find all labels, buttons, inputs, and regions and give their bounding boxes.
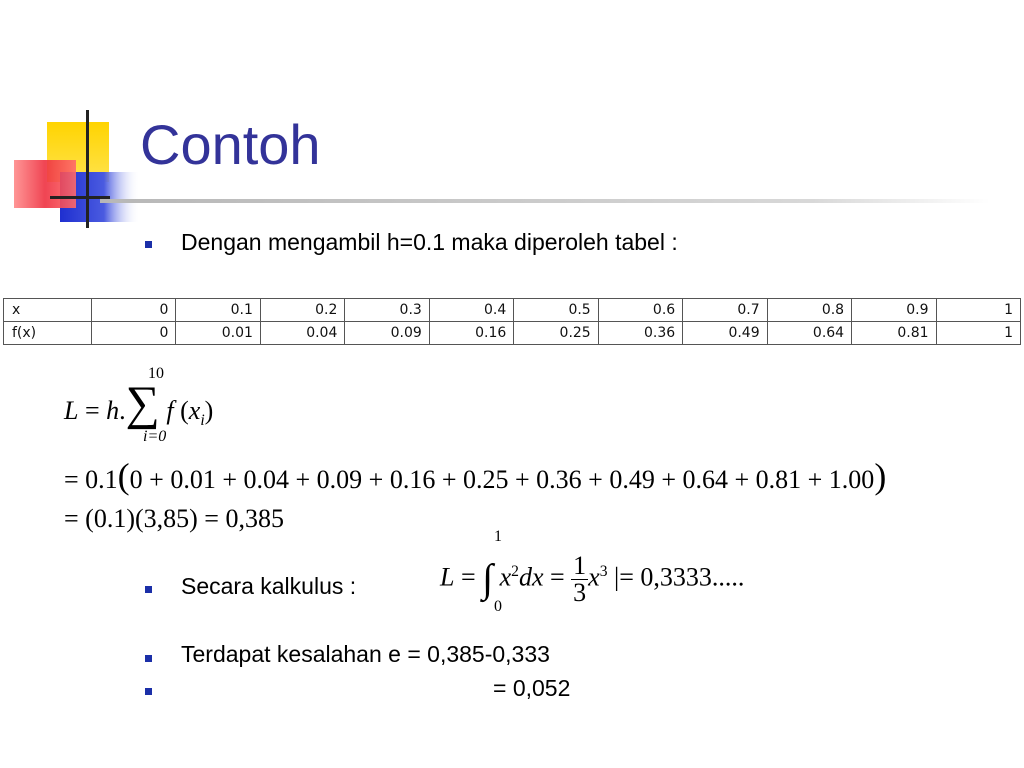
table-cell: 0.01	[176, 322, 260, 345]
table-row-x	[4, 299, 1021, 322]
table-cell: 1	[936, 322, 1020, 345]
sum-symbol: ∑	[125, 377, 160, 430]
table-cell: 0.16	[429, 322, 513, 345]
bullet-marker	[145, 655, 152, 662]
table-cell: 0.2	[260, 299, 344, 322]
bullet-marker	[145, 688, 152, 695]
table-cell: 0.1	[176, 299, 260, 322]
table-cell: 0	[92, 299, 176, 322]
formula-expansion-prefix: = 0.1	[64, 465, 118, 494]
table-cell: 0.4	[429, 299, 513, 322]
table-cell: 0.3	[345, 299, 429, 322]
table-cell: 0.81	[852, 322, 936, 345]
title-divider	[100, 199, 990, 203]
formula-sum: L = h.∑ f $(x_i)$	[64, 377, 214, 430]
table-cell: 0.09	[345, 322, 429, 345]
slide-title: Contoh	[140, 113, 321, 176]
formula-result: = (0.1)(3,85) = 0,385	[64, 504, 284, 533]
formula-integral-result: = 0,3333.....	[619, 562, 745, 592]
bullet-text-kalkulus: Secara kalkulus :	[181, 573, 357, 599]
table-row-fx	[4, 322, 1021, 345]
table-cell: 0.7	[683, 299, 767, 322]
table-cell: 0.36	[598, 322, 682, 345]
slide-logo	[0, 0, 160, 240]
table-cell: 0.8	[767, 299, 851, 322]
bullet-text-error-value: = 0,052	[493, 675, 571, 701]
table-cell: 1	[936, 299, 1020, 322]
bullet-marker	[145, 586, 152, 593]
bullet-text-table-intro: Dengan mengambil h=0.1 maka diperoleh tabel :	[181, 229, 678, 255]
values-table	[3, 298, 1021, 345]
bullet-marker	[145, 241, 152, 248]
sum-lower-limit: i=0	[143, 428, 167, 445]
sum-upper-limit: 10	[148, 365, 164, 382]
formula-integral: L = ∫ $x^2dx$ = $\frac{1}{3}$ $x^3$ |= 0,3333.....	[440, 551, 745, 607]
table-cell: 0	[92, 322, 176, 345]
table-cell: 0.5	[514, 299, 598, 322]
table-cell: 0.04	[260, 322, 344, 345]
table-cell: 0.9	[852, 299, 936, 322]
row-label-x: x	[4, 299, 92, 322]
formula-expansion: = 0.1(0 + 0.01 + 0.04 + 0.09 + 0.16 + 0.25 + 0.36 + 0.49 + 0.64 + 0.81 + 1.00)	[64, 456, 887, 496]
row-label-fx: f(x)	[4, 322, 92, 345]
integral-lower-limit: 0	[494, 598, 502, 615]
formula-sum-lhs: L	[64, 396, 79, 425]
bullet-text-error: Terdapat kesalahan e = 0,385-0,333	[181, 641, 550, 667]
table-cell: 0.6	[598, 299, 682, 322]
formula-expansion-terms: 0 + 0.01 + 0.04 + 0.09 + 0.16 + 0.25 + 0.36 + 0.49 + 0.64 + 0.81 + 1.00	[129, 465, 875, 494]
table-cell: 0.25	[514, 322, 598, 345]
integral-upper-limit: 1	[494, 528, 502, 545]
table-cell: 0.49	[683, 322, 767, 345]
table-cell: 0.64	[767, 322, 851, 345]
